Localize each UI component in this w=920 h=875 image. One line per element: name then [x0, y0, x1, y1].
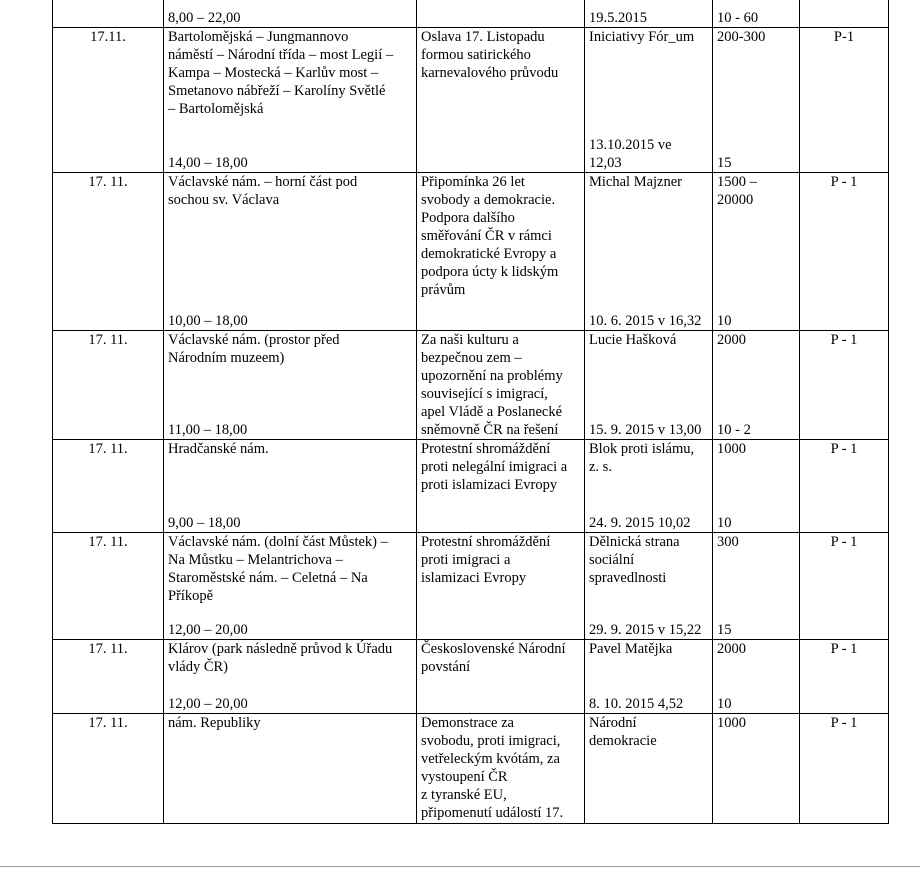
purpose-cell [417, 0, 585, 27]
count-estimate-text: 1000 [717, 714, 746, 731]
table-row [53, 330, 889, 439]
mark-text: P-1 [833, 28, 855, 45]
count-estimate-text: 1500 – 20000 [717, 173, 757, 208]
place-cell [164, 439, 417, 532]
place-cell [164, 27, 417, 172]
purpose-text: Československé Národní povstání [421, 640, 566, 675]
count-estimate-text: 2000 [717, 331, 746, 348]
demonstrations-table [52, 0, 889, 824]
date-cell [53, 532, 164, 639]
place-cell [164, 172, 417, 330]
count-estimate-text: 200-300 [717, 28, 766, 45]
purpose-text: Připomínka 26 let svobody a demokracie. Podpora dalšího směřování ČR v rámci demokratické Evropy a podpora úcty k lidským právům [421, 173, 559, 298]
count-organizers-text: 10 - 60 [717, 9, 759, 26]
count-organizers-text: 15 [717, 621, 732, 638]
organizer-text: Národní demokracie [589, 714, 657, 749]
place-text: Bartolomějská – Jungmannovo náměstí – Národní třída – most Legií – Kampa – Mostecká – Karlův most – Smetanovo nábřeží – Karolíny Světlé – Bartolomějská [168, 28, 394, 117]
organizer-cell [585, 713, 713, 823]
mark-text: P - 1 [830, 331, 858, 348]
organizer-cell [585, 172, 713, 330]
count-cell [713, 27, 800, 172]
organizer-cell [585, 532, 713, 639]
mark-text: P - 1 [830, 640, 858, 657]
count-cell [713, 439, 800, 532]
table-row [53, 27, 889, 172]
place-cell [164, 330, 417, 439]
count-estimate-text: 2000 [717, 640, 746, 657]
count-organizers-text: 15 [717, 154, 732, 171]
place-text: Václavské nám. (prostor před Národním muzeem) [168, 331, 340, 366]
date-cell [53, 639, 164, 713]
purpose-cell [417, 713, 585, 823]
organizer-cell [585, 330, 713, 439]
organizer-cell [585, 27, 713, 172]
date-cell [53, 330, 164, 439]
count-cell [713, 172, 800, 330]
table-row [53, 532, 889, 639]
date-text: 17. 11. [88, 331, 128, 348]
purpose-cell [417, 439, 585, 532]
purpose-text: Za naši kulturu a bezpečnou zem – upozornění na problémy související s imigrací, apel Vládě a Poslanecké sněmovně ČR na řešení [421, 331, 563, 438]
notified-text: 8. 10. 2015 4,52 [589, 695, 684, 712]
purpose-text: Protestní shromáždění proti imigraci a islamizaci Evropy [421, 533, 551, 586]
date-text: 17. 11. [88, 440, 128, 457]
date-cell [53, 27, 164, 172]
mark-cell [800, 639, 889, 713]
count-estimate-text: 300 [717, 533, 739, 550]
time-text: 12,00 – 20,00 [168, 695, 248, 712]
organizer-text: Iniciativy Fór_um [589, 28, 695, 45]
organizer-cell [585, 439, 713, 532]
mark-cell [800, 532, 889, 639]
notified-text: 29. 9. 2015 v 15,22 [589, 621, 702, 638]
purpose-text: Oslava 17. Listopadu formou satirického karnevalového průvodu [421, 28, 559, 81]
notified-text: 10. 6. 2015 v 16,32 [589, 312, 702, 329]
count-cell [713, 639, 800, 713]
purpose-cell [417, 27, 585, 172]
place-text: Václavské nám. (dolní část Můstek) – Na Můstku – Melantrichova – Staroměstské nám. – Celetná – Na Příkopě [168, 533, 388, 604]
date-cell [53, 439, 164, 532]
time-text: 14,00 – 18,00 [168, 154, 248, 171]
mark-text: P - 1 [830, 440, 858, 457]
mark-cell [800, 439, 889, 532]
date-text: 17.11. [90, 28, 126, 45]
table-row [53, 0, 889, 27]
organizer-text: Pavel Matějka [589, 640, 673, 657]
count-organizers-text: 10 - 2 [717, 421, 751, 438]
mark-cell [800, 330, 889, 439]
time-text: 12,00 – 20,00 [168, 621, 248, 638]
purpose-text: Protestní shromáždění proti nelegální imigraci a proti islamizaci Evropy [421, 440, 568, 493]
table-row [53, 639, 889, 713]
organizer-text: Michal Majzner [589, 173, 683, 190]
date-cell [53, 713, 164, 823]
place-text: nám. Republiky [168, 714, 261, 731]
place-cell [164, 532, 417, 639]
count-estimate-text: 1000 [717, 440, 746, 457]
date-text: 17. 11. [88, 640, 128, 657]
time-text: 8,00 – 22,00 [168, 9, 241, 26]
mark-cell [800, 0, 889, 27]
purpose-cell [417, 172, 585, 330]
mark-text: P - 1 [830, 173, 858, 190]
organizer-text: Blok proti islámu, z. s. [589, 440, 695, 475]
purpose-cell [417, 330, 585, 439]
count-cell [713, 532, 800, 639]
count-organizers-text: 10 [717, 312, 732, 329]
notified-text: 13.10.2015 ve 12,03 [589, 136, 672, 171]
place-cell [164, 713, 417, 823]
time-text: 11,00 – 18,00 [168, 421, 248, 438]
mark-cell [800, 27, 889, 172]
table-row [53, 172, 889, 330]
table-row [53, 439, 889, 532]
date-cell [53, 172, 164, 330]
purpose-cell [417, 639, 585, 713]
notified-text: 15. 9. 2015 v 13,00 [589, 421, 702, 438]
place-text: Hradčanské nám. [168, 440, 269, 457]
table-row [53, 713, 889, 823]
date-text: 17. 11. [88, 173, 128, 190]
date-cell [53, 0, 164, 27]
count-cell [713, 0, 800, 27]
date-text: 17. 11. [88, 533, 128, 550]
place-text: Klárov (park následně průvod k Úřadu vlády ČR) [168, 640, 393, 675]
table-body [53, 0, 889, 823]
page-bottom-rule [0, 866, 920, 867]
purpose-cell [417, 532, 585, 639]
time-text: 9,00 – 18,00 [168, 514, 241, 531]
mark-cell [800, 172, 889, 330]
notified-text: 24. 9. 2015 10,02 [589, 514, 691, 531]
mark-text: P - 1 [830, 533, 858, 550]
organizer-cell [585, 639, 713, 713]
place-text: Václavské nám. – horní část pod sochou sv. Václava [168, 173, 358, 208]
organizer-cell [585, 0, 713, 27]
notified-text: 19.5.2015 [589, 9, 647, 26]
mark-text: P - 1 [830, 714, 858, 731]
organizer-text: Dělnická strana sociální spravedlnosti [589, 533, 680, 586]
count-cell [713, 330, 800, 439]
date-text: 17. 11. [88, 714, 128, 731]
place-cell [164, 0, 417, 27]
place-cell [164, 639, 417, 713]
count-cell [713, 713, 800, 823]
count-organizers-text: 10 [717, 695, 732, 712]
time-text: 10,00 – 18,00 [168, 312, 248, 329]
purpose-text: Demonstrace za svobodu, proti imigraci, vetřeleckým kvótám, za vystoupení ČR z tyranské EU, připomenutí událostí 17. [421, 714, 564, 821]
mark-cell [800, 713, 889, 823]
count-organizers-text: 10 [717, 514, 732, 531]
organizer-text: Lucie Hašková [589, 331, 677, 348]
